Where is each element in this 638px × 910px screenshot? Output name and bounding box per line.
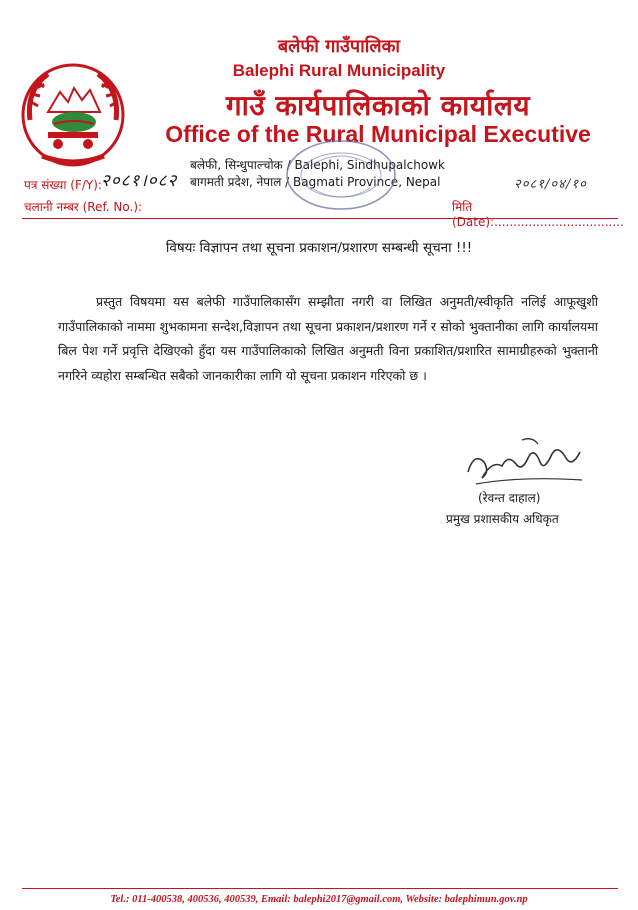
municipality-name-np: बलेफी गाउँपालिका <box>277 36 401 57</box>
office-stamp <box>282 136 400 214</box>
handwritten-date: २०८१/०४/१० <box>514 177 587 192</box>
signatory-title: प्रमुख प्रशासकीय अधिकृत <box>446 512 559 526</box>
footer-divider <box>22 888 618 889</box>
chalani-number-label: चलानी नम्बर (Ref. No.): <box>24 200 143 214</box>
header-divider <box>22 218 618 219</box>
office-name-np: गाउँ कार्यपालिकाको कार्यालय <box>225 89 531 122</box>
notice-body: प्रस्तुत विषयमा यस बलेफी गाउँपालिकासँग सम्झौता नगरी वा लिखित अनुमती/स्वीकृति नलिई आफूखुशी गाउँपालिकाको नाममा शुभकामना सन्देश,विज्ञापन तथा सूचना प्रकाशन/प्रशारण गर्ने र सोको भुक्तानीका लागि कार्यालयमा बिल पेश गर्ने प्रवृत्ति देखिएको हुँदा यस गाउँपालिकाको लिखित अनुमती विना प्रकाशित/प्रशारित सामाग्रीहरुको भुक्तानी नगरिने व्यहोरा सम्बन्धित सबैको जानकारीका लागि यो सूचना प्रकाशन गरिएको छ । <box>58 294 598 383</box>
notice-subject: विषयः विज्ञापन तथा सूचना प्रकाशन/प्रशारण सम्बन्धी सूचना !!! <box>165 240 473 256</box>
signatory-name: (रेवन्त दाहाल) <box>478 491 541 505</box>
footer-contact: Tel.: 011-400538, 400536, 400539, Email: balephi2017@gmail.com, Website: balephimun.gov.np <box>110 894 528 905</box>
signature <box>462 432 590 490</box>
patra-sankhya-value: २०८१।०८२ <box>101 171 178 191</box>
address-line-2: बागमती प्रदेश, नेपाल / Bagmati Province, Nepal <box>190 175 441 189</box>
date-label: मिति (Date):.................................. <box>452 200 624 229</box>
municipality-name-en: Balephi Rural Municipality <box>232 61 446 80</box>
patra-sankhya-label: पत्र संख्या (F/Y): <box>24 178 102 192</box>
office-name-en: Office of the Rural Municipal Executive <box>165 121 591 147</box>
address-line-1: बलेफी, सिन्धुपाल्चोक / Balephi, Sindhupalchowk <box>190 158 445 172</box>
